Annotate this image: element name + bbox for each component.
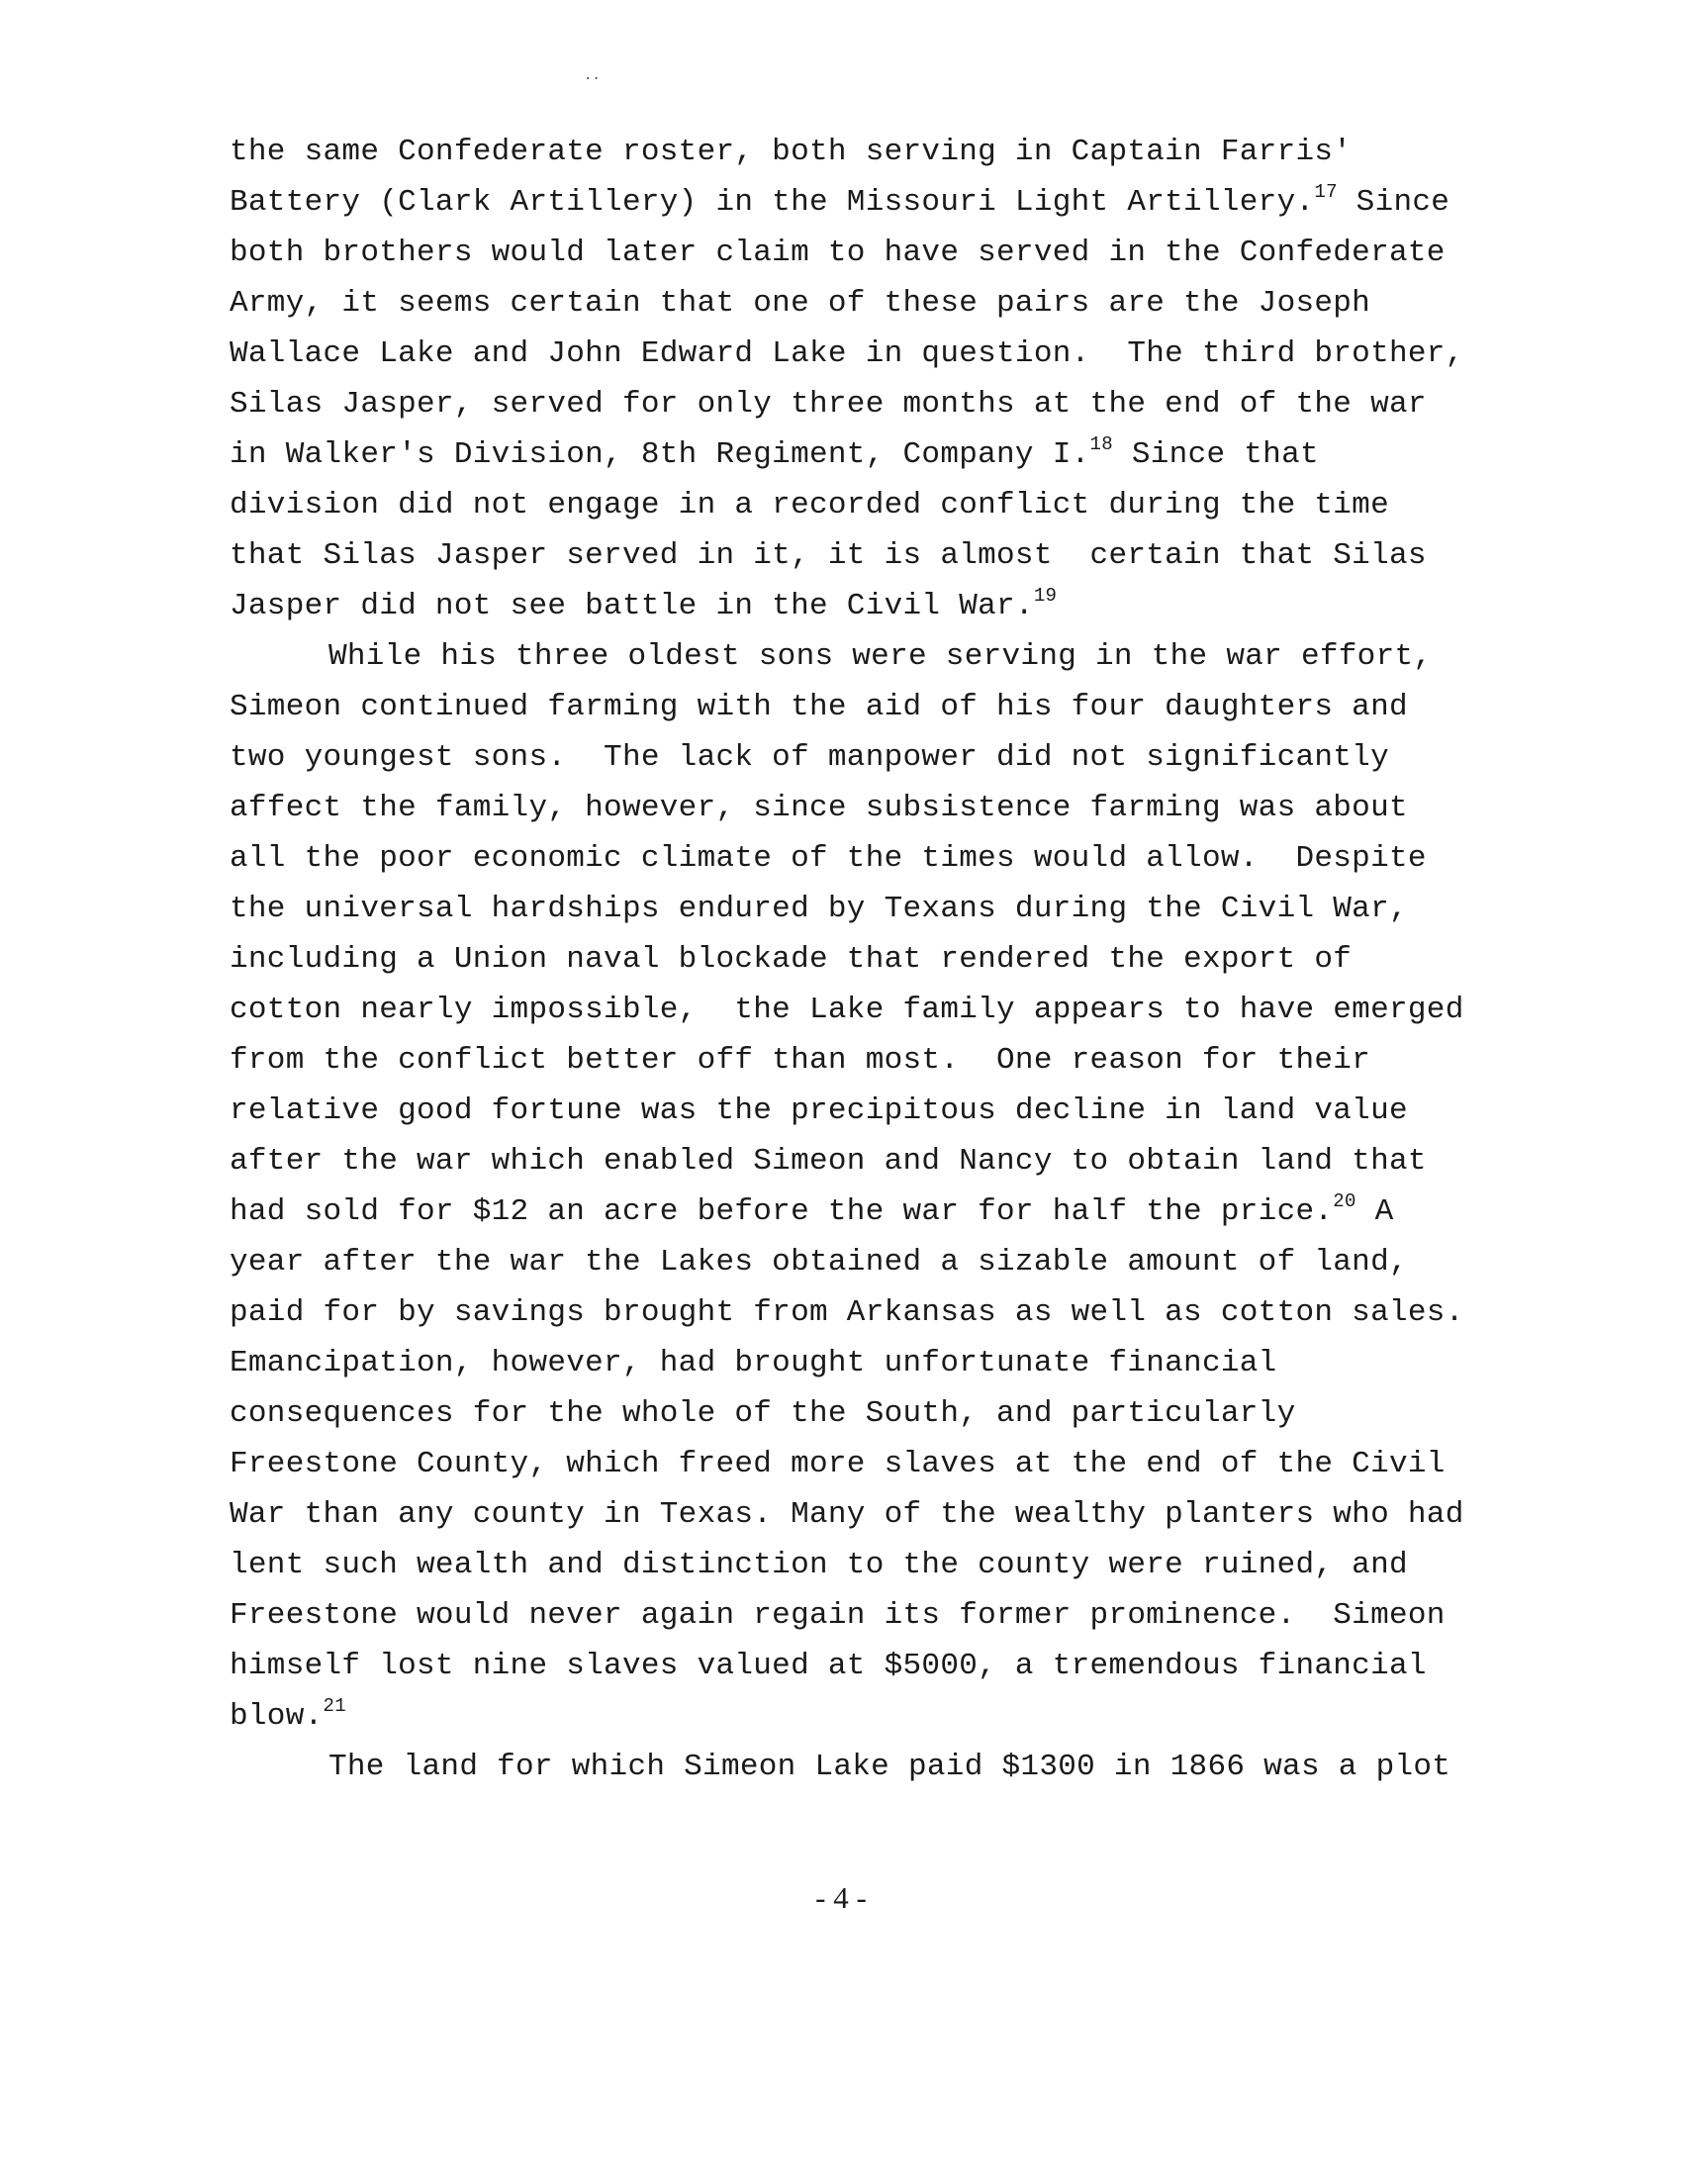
text-line: both brothers would later claim to have served in the Confederate — [230, 236, 1446, 270]
text-line: the same Confederate roster, both serving in Captain Farris' — [230, 135, 1353, 169]
text-line: paid for by savings brought from Arkansas as well as cotton sales. — [230, 1295, 1464, 1330]
text-line: War than any county in Texas. Many of the wealthy planters who had — [230, 1497, 1464, 1532]
text-line: Freestone County, which freed more slaves at the end of the Civil — [230, 1447, 1446, 1481]
footnote-ref-19: 19 — [1033, 585, 1058, 607]
text-line: that Silas Jasper served in it, it is almost certain that Silas — [230, 538, 1427, 573]
text-line: in Walker's Division, 8th Regiment, Company I.$^{18}$ Since that — [230, 433, 1319, 472]
text-line: from the conflict better off than most. One reason for their — [230, 1043, 1371, 1078]
text-line: year after the war the Lakes obtained a sizable amount of land, — [230, 1245, 1408, 1280]
text-line: blow.$^{21}$ — [230, 1695, 346, 1734]
footnote-ref-20: 20 — [1333, 1190, 1356, 1212]
text-line: Battery (Clark Artillery) in the Missouri Light Artillery.$^{17}$ Since — [230, 181, 1450, 220]
text-line: lent such wealth and distinction to the county were ruined, and — [230, 1548, 1408, 1582]
text-line: Army, it seems certain that one of these pairs are the Joseph — [230, 286, 1371, 321]
text-line: after the war which enabled Simeon and Nancy to obtain land that — [230, 1144, 1427, 1179]
text-line: Freestone would never again regain its former prominence. Simeon — [230, 1598, 1446, 1633]
text-line: consequences for the whole of the South, and particularly — [230, 1396, 1296, 1431]
footnote-ref-18: 18 — [1089, 433, 1113, 455]
header-mark: ·· — [584, 71, 601, 87]
footnote-ref-17: 17 — [1314, 181, 1338, 203]
body-text — [230, 127, 1506, 1792]
text-line: Simeon continued farming with the aid of his four daughters and — [230, 690, 1408, 724]
text-line: himself lost nine slaves valued at $5000, a tremendous financial — [230, 1649, 1427, 1683]
page-number: - 4 - — [815, 1880, 867, 1915]
text-line: Jasper did not see battle in the Civil War.$^{19}$ — [230, 585, 1058, 623]
text-line: Wallace Lake and John Edward Lake in question. The third brother, — [230, 336, 1464, 371]
text-line: While his three oldest sons were serving in the war effort, — [328, 639, 1433, 674]
text-line: the universal hardships endured by Texans during the Civil War, — [230, 892, 1408, 926]
text-line: two youngest sons. The lack of manpower did not significantly — [230, 740, 1389, 775]
text-line: Silas Jasper, served for only three months at the end of the war — [230, 387, 1427, 422]
text-line: had sold for $12 an acre before the war for half the price.$^{20}$ A — [230, 1190, 1394, 1229]
text-line: Emancipation, however, had brought unfortunate financial — [230, 1346, 1277, 1380]
text-line: all the poor economic climate of the times would allow. Despite — [230, 841, 1427, 876]
text-line: division did not engage in a recorded conflict during the time — [230, 488, 1389, 522]
text-line: The land for which Simeon Lake paid $1300 in 1866 was a plot — [328, 1750, 1451, 1784]
text-line: including a Union naval blockade that rendered the export of — [230, 942, 1353, 977]
footnote-ref-21: 21 — [323, 1695, 346, 1717]
text-line: cotton nearly impossible, the Lake family appears to have emerged — [230, 993, 1464, 1027]
text-line: relative good fortune was the precipitous decline in land value — [230, 1093, 1408, 1128]
text-line: affect the family, however, since subsistence farming was about — [230, 791, 1408, 825]
